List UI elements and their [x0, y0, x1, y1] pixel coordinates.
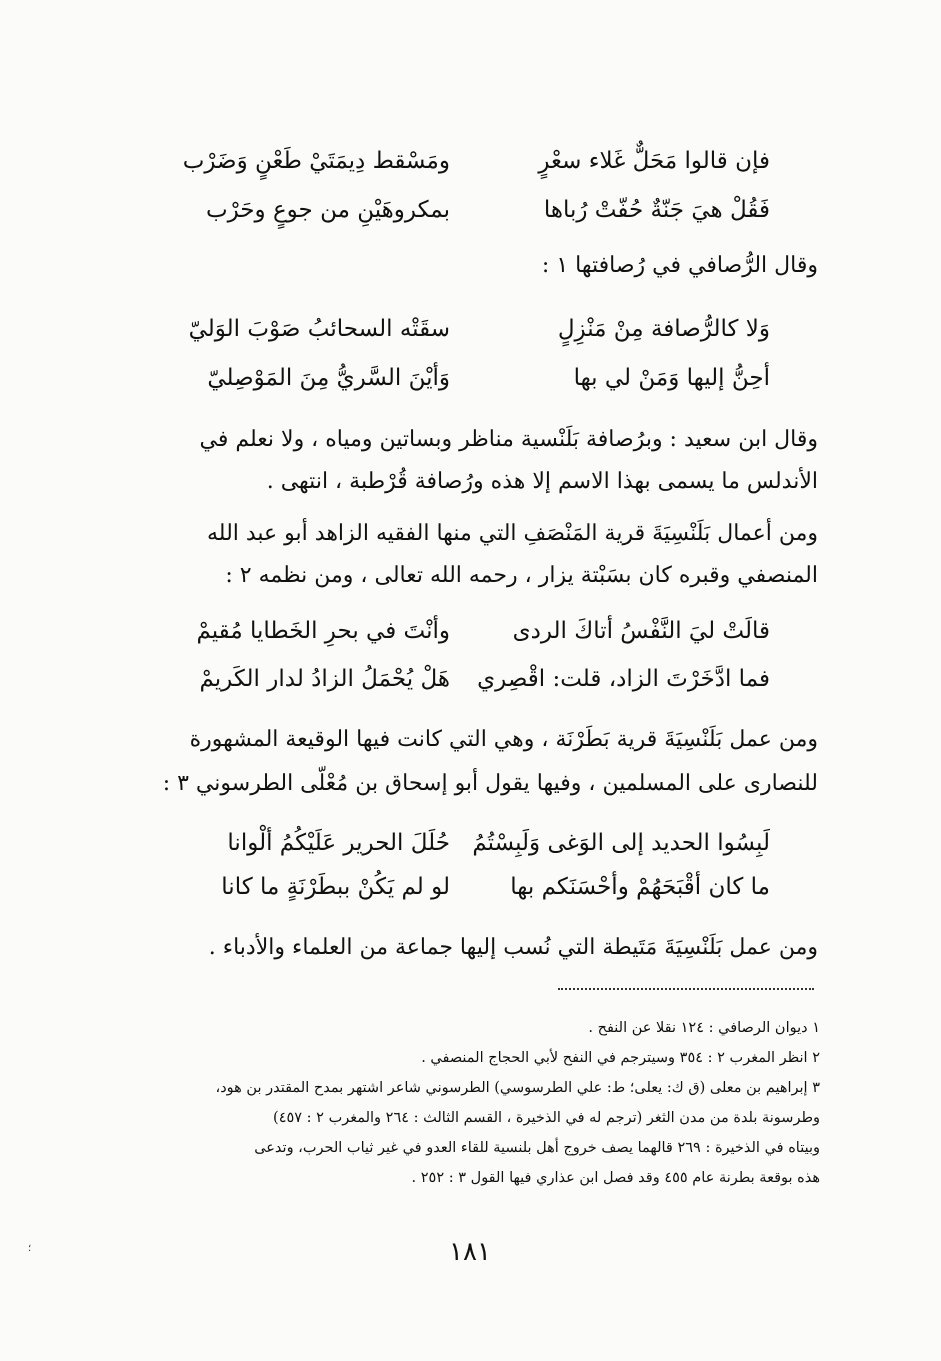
hemistich-left: لو لم يَكُنْ ببطَرْنَةٍ ما كانا [221, 874, 450, 900]
paragraph-line: الأندلس ما يسمى بهذا الاسم إلا هذه ورُصافة قُرْطبة ، انتهى . [266, 469, 818, 494]
footnote-line: هذه بوقعة بطرنة عام ٤٥٥ وقد فصل ابن عذاري فيها القول ٣ : ٢٥٢ . [411, 1170, 820, 1186]
hemistich-right: قالَتْ ليَ النَّفْسُ أتاكَ الردى [512, 618, 770, 644]
paragraph-line: للنصارى على المسلمين ، وفيها يقول أبو إسحاق بن مُعْلّى الطرسوني ٣ : [162, 771, 818, 796]
footnote-line: وبيتاه في الذخيرة : ٢٦٩ قالهما يصف خروج أهل بلنسية للقاء العدو في غير ثياب الحرب، وتدعى [254, 1140, 820, 1156]
footnote-separator [558, 988, 814, 990]
verse-line [170, 864, 770, 910]
verse-line [170, 820, 770, 866]
hemistich-right: فَقُلْ هيَ جَنّةٌ حُفّتْ رُباها [543, 197, 770, 223]
paragraph-line: وقال ابن سعيد : وبرُصافة بَلَنْسية مناظر وبساتين ومياه ، ولا نعلم في [199, 427, 818, 452]
verse-line [170, 306, 770, 352]
corner-mark: ؛ [28, 1243, 32, 1254]
hemistich-left: وأنْتَ في بحرِ الخَطايا مُقيمْ [196, 618, 450, 644]
footnote-line: ١ ديوان الرصافي : ١٢٤ نقلا عن النفح . [588, 1020, 820, 1036]
hemistich-left: ومَسْقط دِيمَتَيْ طَعْنٍ وَضَرْب [182, 148, 450, 174]
hemistich-left: وَأيْنَ السَّريُّ مِنَ المَوْصِليّ [207, 365, 450, 391]
paragraph-line: ومن عمل بَلَنْسِيَةَ مَتَيطة التي نُسب إليها جماعة من العلماء والأدباء . [208, 935, 818, 960]
footnote-line: ٢ انظر المغرب ٢ : ٣٥٤ وسيترجم في النفح لأبي الحجاج المنصفي . [421, 1050, 820, 1066]
intro-line: وقال الرُّصافي في رُصافتها ١ : [541, 253, 818, 278]
paragraph-line: المنصفي وقبره كان بسَبْتة يزار ، رحمه الله تعالى ، ومن نظمه ٢ : [225, 563, 818, 588]
verse-line [170, 608, 770, 654]
hemistich-right: لَبِسُوا الحديد إلى الوَغى وَلَبِسْتُمُ [472, 830, 770, 856]
hemistich-left: هَلْ يُحْمَلُ الزادُ لدار الكَريمْ [199, 666, 450, 692]
paragraph-line: ومن أعمال بَلَنْسِيَةَ قرية المَنْصَفِ التي منها الفقيه الزاهد أبو عبد الله [206, 521, 818, 546]
verse-line [170, 355, 770, 401]
hemistich-left: سقَتْه السحائبُ صَوْبَ الوَليّ [188, 316, 450, 342]
hemistich-right: فإن قالوا مَحَلٌّ غَلاء سعْرٍ [538, 148, 770, 174]
hemistich-right: وَلا كالرُّصافة مِنْ مَنْزِلٍ [557, 316, 770, 342]
hemistich-left: بمكروهَيْنِ من جوعٍ وحَرْب [205, 197, 450, 223]
page-number: ١٨١ [449, 1237, 491, 1267]
hemistich-right: أحِنُّ إليها وَمَنْ لي بها [573, 365, 770, 391]
hemistich-right: ما كان أقْبَحَهُمْ وأحْسَنَكم بها [510, 874, 770, 900]
verse-line [170, 187, 770, 233]
hemistich-left: حُلَلَ الحرير عَلَيْكُمُ ألْوانا [227, 830, 450, 856]
footnote-line: ٣ إبراهيم بن معلى (ق ك: يعلى؛ ط: علي الطرسوسي) الطرسوني شاعر اشتهر بمدح المقتدر بن هود، [215, 1080, 820, 1096]
verse-line [170, 138, 770, 184]
footnote-line: وطرسونة بلدة من مدن الثغر (ترجم له في الذخيرة ، القسم الثالث : ٢٦٤ والمغرب ٢ : ٤٥٧) [273, 1110, 820, 1126]
verse-line [170, 656, 770, 702]
paragraph-line: ومن عمل بَلَنْسِيَةَ قرية بَطَرْنَة ، وهي التي كانت فيها الوقيعة المشهورة [189, 727, 818, 752]
hemistich-right: فما ادَّخَرْتَ الزاد، قلت: اقْصِري [477, 666, 770, 692]
